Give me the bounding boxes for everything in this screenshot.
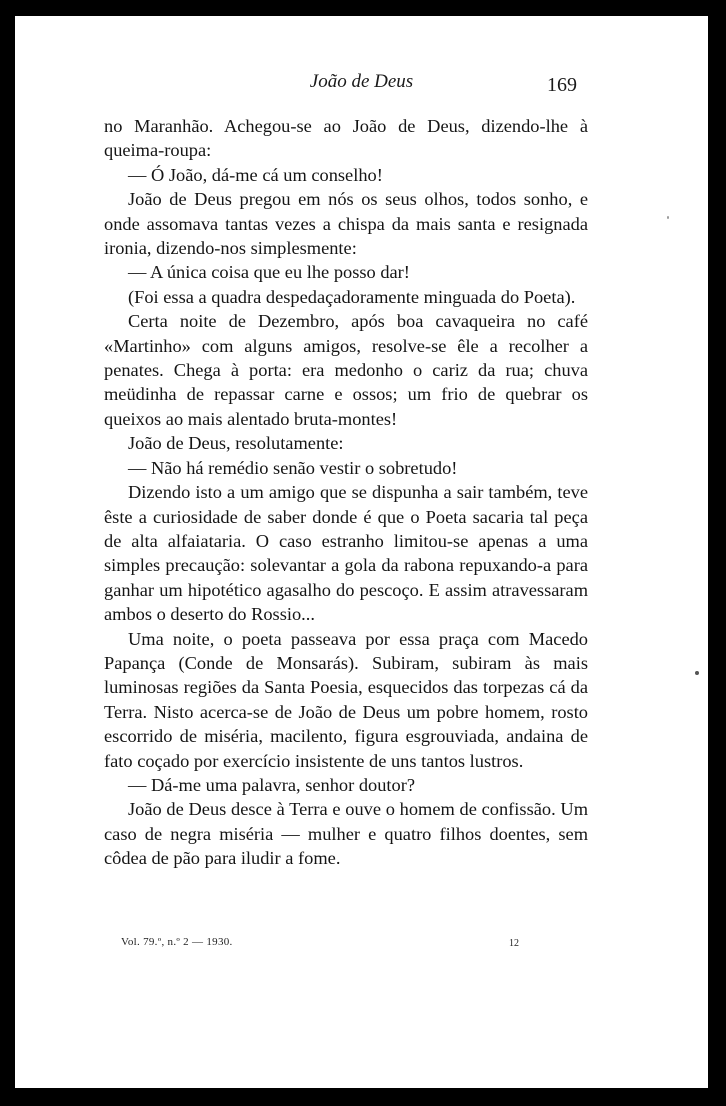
paragraph: — Ó João, dá-me cá um conselho! xyxy=(128,164,383,185)
scan-speck xyxy=(667,216,669,219)
paragraph: João de Deus desce à Terra e ouve o homem de confissão. Um caso de negra miséria — mulher e quatro filhos doentes, sem côdea de pão para iludir a fome. xyxy=(104,799,588,869)
paragraph: Dizendo isto a um amigo que se dispunha a sair também, teve êste a curiosidade de saber donde é que o Poeta sacaria tal peça de alta alfaiataria. O caso estranho limitou-se apenas a uma simples precaução: solevantar a gola da rabona repuxando-a para ganhar um hipotético agasalho do pescoço. E assim atravessaram ambos o deserto do Rossio... xyxy=(104,482,588,625)
paragraph: — A única coisa que eu lhe posso dar! xyxy=(128,262,410,283)
scan-speck xyxy=(695,671,699,675)
paragraph: no Maranhão. Achegou-se ao João de Deus, dizendo-lhe à queima-roupa: xyxy=(104,116,588,161)
signature-mark: 12 xyxy=(509,938,519,949)
body-text xyxy=(104,114,588,871)
running-head-title: João de Deus xyxy=(309,71,414,92)
paragraph: João de Deus, resolutamente: xyxy=(128,433,344,454)
page-number: 169 xyxy=(547,74,577,96)
paragraph: — Não há remédio senão vestir o sobretudo! xyxy=(128,457,458,478)
paragraph: Certa noite de Dezembro, após boa cavaqueira no café «Martinho» com alguns amigos, resolve-se êle a recolher a penates. Chega à porta: era medonho o cariz da rua; chuva meüdinha de repassar carne e ossos; um frio de quebrar os queixos ao mais alentado bruta-montes! xyxy=(104,311,588,429)
paragraph: — Dá-me uma palavra, senhor doutor? xyxy=(128,774,415,795)
book-page xyxy=(15,16,708,1088)
volume-footer: Vol. 79.º, n.º 2 — 1930. xyxy=(121,936,233,948)
paragraph: João de Deus pregou em nós os seus olhos, todos sonho, e onde assomava tantas vezes a chispa da mais santa e resignada ironia, dizendo-nos simplesmente: xyxy=(104,189,588,259)
paragraph: Uma noite, o poeta passeava por essa praça com Macedo Papança (Conde de Monsarás). Subiram, subiram às mais luminosas regiões da Santa Poesia, esquecidos das torpezas cá da Terra. Nisto acerca-se de João de Deus um pobre homem, rosto escorrido de miséria, macilento, figura esgrouviada, andaina de fato coçado por exercício insistente de uns tantos lustros. xyxy=(104,628,588,771)
paragraph: (Foi essa a quadra despedaçadoramente minguada do Poeta). xyxy=(128,286,576,307)
